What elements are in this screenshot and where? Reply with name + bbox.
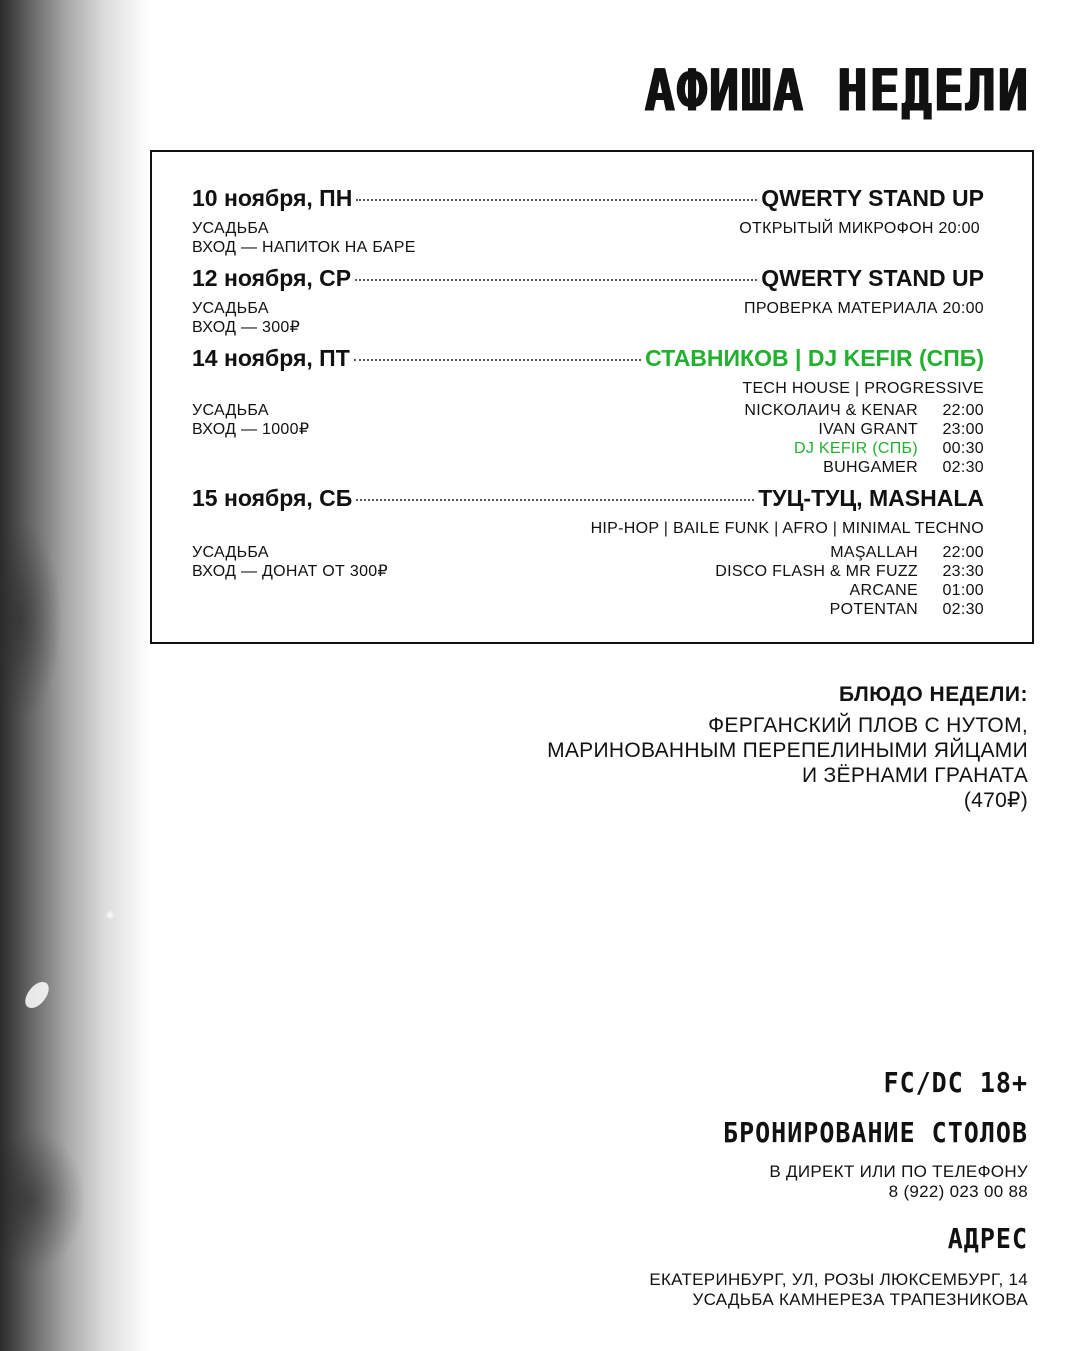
lineup xyxy=(715,543,984,619)
lineup-row xyxy=(744,439,984,458)
lineup-artist: IVAN GRANT xyxy=(818,421,918,438)
event-name: ТУЦ-ТУЦ, MASHALA xyxy=(758,485,984,511)
booking-method: В ДИРЕКТ ИЛИ ПО ТЕЛЕФОНУ xyxy=(769,1162,1028,1181)
dish-description xyxy=(547,713,1028,813)
event-header xyxy=(192,185,984,215)
lineup-time: 22:00 xyxy=(942,402,984,419)
page-title: АФИША НЕДЕЛИ xyxy=(644,57,1030,125)
booking-phone[interactable]: 8 (922) 023 00 88 xyxy=(888,1182,1028,1201)
event-venue: УСАДЬБА xyxy=(192,220,269,237)
paint-splash xyxy=(22,978,53,1013)
event-subtitle: ПРОВЕРКА МАТЕРИАЛА 20:00 xyxy=(744,300,984,317)
lineup-artist: MAŞALLAH xyxy=(830,544,918,561)
address-title: АДРЕС xyxy=(947,1222,1028,1255)
event-entry: ВХОД — ДОНАТ ОТ 300₽ xyxy=(192,563,388,580)
lineup-time: 02:30 xyxy=(942,459,984,476)
lineup-artist: NICKОЛАИЧ & KENAR xyxy=(744,402,918,419)
lineup-row xyxy=(715,581,984,600)
lineup-time: 00:30 xyxy=(942,440,984,457)
event-item xyxy=(192,185,984,256)
event-date: 12 ноября, СР xyxy=(192,265,352,291)
lineup-row xyxy=(744,420,984,439)
event-info xyxy=(192,401,309,439)
dotted-leader xyxy=(355,279,757,281)
event-item xyxy=(192,265,984,336)
lineup-row xyxy=(744,401,984,420)
event-venue: УСАДЬБА xyxy=(192,544,269,561)
lineup-time: 23:00 xyxy=(942,421,984,438)
event-info xyxy=(192,219,416,257)
event-venue: УСАДЬБА xyxy=(192,300,269,317)
event-info xyxy=(192,543,388,581)
dotted-leader xyxy=(356,499,754,501)
lineup-time: 22:00 xyxy=(942,544,984,561)
event-name: СТАВНИКОВ | DJ KEFIR (СПБ) xyxy=(645,345,984,371)
event-name: QWERTY STAND UP xyxy=(761,185,984,211)
lineup-time: 01:00 xyxy=(942,582,984,599)
event-date: 10 ноября, ПН xyxy=(192,185,353,211)
event-genres: TECH HOUSE | PROGRESSIVE xyxy=(742,380,984,397)
dish-line: МАРИНОВАННЫМ ПЕРЕПЕЛИНЫМИ ЯЙЦАМИ xyxy=(547,739,1028,762)
address-line: ЕКАТЕРИНБУРГ, УЛ, РОЗЫ ЛЮКСЕМБУРГ, 14 xyxy=(649,1270,1028,1289)
event-item xyxy=(192,485,984,618)
dotted-leader xyxy=(356,199,757,201)
lineup-row xyxy=(715,562,984,581)
address-line: УСАДЬБА КАМНЕРЕЗА ТРАПЕЗНИКОВА xyxy=(692,1290,1028,1309)
event-info xyxy=(192,299,300,337)
lineup-row xyxy=(715,543,984,562)
dish-price: (470₽) xyxy=(963,789,1028,812)
lineup-artist: DISCO FLASH & MR FUZZ xyxy=(715,563,918,580)
lineup-time: 02:30 xyxy=(942,601,984,618)
schedule-box xyxy=(150,150,1034,644)
dish-line: ФЕРГАНСКИЙ ПЛОВ С НУТОМ, xyxy=(708,714,1028,737)
lineup xyxy=(744,401,984,477)
booking-info xyxy=(769,1162,1028,1202)
booking-title: БРОНИРОВАНИЕ СТОЛОВ xyxy=(723,1116,1028,1149)
event-venue: УСАДЬБА xyxy=(192,402,269,419)
dish-line: И ЗЁРНАМИ ГРАНАТА xyxy=(802,764,1028,787)
dish-title: БЛЮДО НЕДЕЛИ: xyxy=(838,683,1028,706)
lineup-artist: ARCANE xyxy=(849,582,918,599)
event-genres: HIP-HOP | BAILE FUNK | AFRO | MINIMAL TECHNO xyxy=(590,520,984,537)
grunge-texture-background xyxy=(0,0,150,1351)
event-entry: ВХОД — 1000₽ xyxy=(192,421,310,438)
event-date: 15 ноября, СБ xyxy=(192,485,353,511)
event-entry: ВХОД — НАПИТОК НА БАРЕ xyxy=(192,239,416,256)
dotted-leader xyxy=(354,359,641,361)
event-item xyxy=(192,345,984,476)
lineup-row xyxy=(715,600,984,619)
event-header xyxy=(192,345,984,375)
address-info xyxy=(649,1270,1028,1310)
event-name: QWERTY STAND UP xyxy=(761,265,984,291)
lineup-artist: BUHGAMER xyxy=(823,459,918,476)
event-header xyxy=(192,485,984,515)
lineup-artist: DJ KEFIR (СПБ) xyxy=(794,440,918,457)
event-date: 14 ноября, ПТ xyxy=(192,345,350,371)
lineup-time: 23:30 xyxy=(942,563,984,580)
lineup-row xyxy=(744,458,984,477)
event-entry: ВХОД — 300₽ xyxy=(192,319,301,336)
event-subtitle: ОТКРЫТЫЙ МИКРОФОН 20:00 xyxy=(739,220,980,237)
lineup-artist: POTENTAN xyxy=(829,601,918,618)
age-restriction: FC/DC 18+ xyxy=(883,1066,1028,1099)
event-header xyxy=(192,265,984,295)
